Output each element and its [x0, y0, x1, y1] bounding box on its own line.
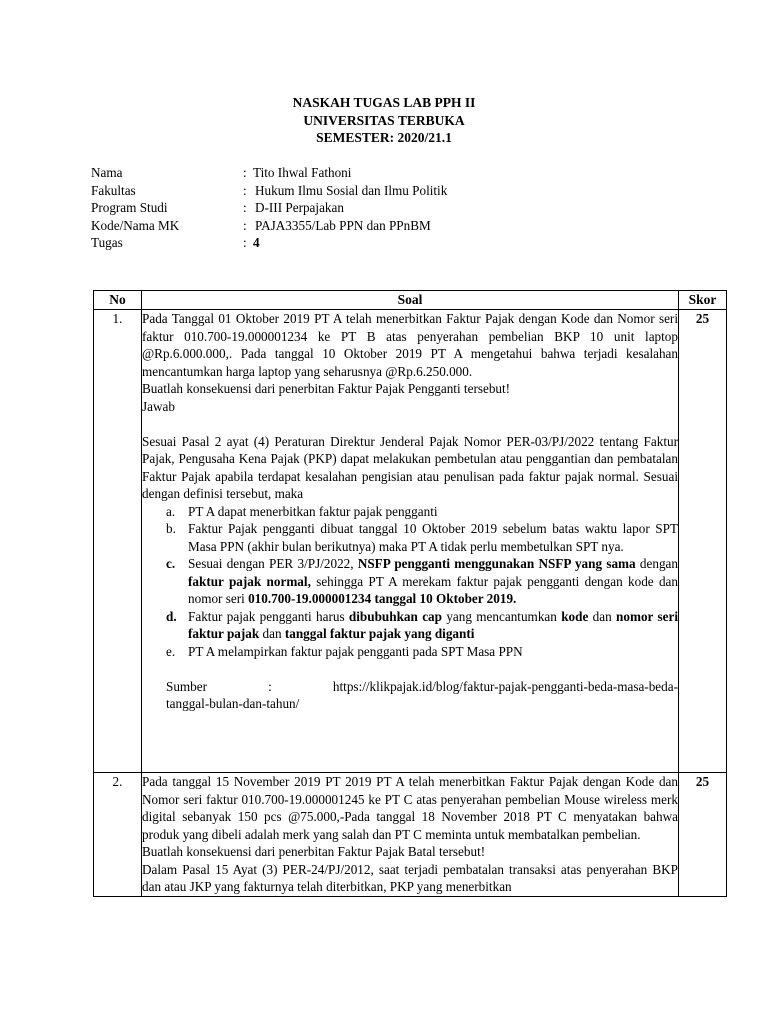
score-value: 25: [679, 310, 727, 773]
question-number: 2.: [94, 773, 142, 897]
list-marker: d.: [166, 608, 177, 624]
source-url: https://klikpajak.id/blog/faktur-pajak-pengganti-beda-masa-beda-: [332, 678, 678, 694]
header-title: NASKAH TUGAS LAB PPH II: [292, 95, 476, 110]
list-item-text: PT A melampirkan faktur pajak pengganti pada SPT Masa PPN: [188, 643, 523, 659]
bold-text: faktur pajak normal,: [188, 573, 311, 589]
list-item: [166, 555, 679, 608]
assignment-table: [93, 290, 727, 897]
header-university: UNIVERSITAS TERBUKA: [303, 112, 465, 128]
header-semester: SEMESTER: 2020/21.1: [316, 130, 452, 145]
answer-explanation: Sesuai Pasal 2 ayat (4) Peraturan Direktur Jenderal Pajak Nomor PER-03/PJ/2022 tentang Faktur Pajak, Pengusaha Kena Pajak (PKP) dapat melakukan pembetulan atau penggantian dan pembatalan Faktur Pajak apabila terdapat kesalahan pengisian atau penulisan pada faktur pajak normal. Sesuai dengan definisi tersebut, maka: [142, 433, 678, 501]
table-row: [94, 310, 727, 773]
info-row-tugas: [91, 234, 691, 252]
answer-list: [142, 503, 678, 661]
list-marker: c.: [166, 556, 176, 571]
score-value: 25: [679, 773, 727, 897]
info-label: Kode/Nama MK: [91, 217, 180, 233]
info-value: PAJA3355/Lab PPN dan PPnBM: [255, 217, 431, 233]
text-run: sehingga PT A merekam faktur pajak pengganti dengan kode dan nomor seri: [188, 573, 679, 606]
text-run: yang mencantumkan: [441, 608, 562, 624]
info-separator: :: [243, 217, 247, 233]
answer-text: Dalam Pasal 15 Ayat (3) PER-24/PJ/2012, saat terjadi pembatalan transaksi atas penyerahan BKP dan atau JKP yang fakturnya telah diterbitkan, PKP yang menerbitkan: [142, 861, 678, 894]
list-item-text: [188, 609, 678, 642]
column-header-soal: Soal: [142, 291, 679, 310]
bold-text: kode: [561, 608, 589, 624]
document-header: [0, 94, 768, 147]
table-header-row: [94, 291, 727, 310]
info-value: Hukum Ilmu Sosial dan Ilmu Politik: [255, 182, 448, 198]
question-number: 1.: [94, 310, 142, 773]
source-separator: :: [268, 678, 272, 694]
info-separator: :: [243, 182, 247, 198]
text-run: dan: [259, 626, 285, 641]
question-instruction: Buatlah konsekuensi dari penerbitan Faktur Pajak Pengganti tersebut!: [142, 381, 511, 396]
question-text: Pada Tanggal 01 Oktober 2019 PT A telah menerbitkan Faktur Pajak dengan Kode dan Nomor seri faktur 010.700-19.000001234 ke PT B atas penyerahan pembelian BKP 10 unit laptop @Rp.6.000.000,. Pada tanggal 10 Oktober 2019 PT A mengetahui bahwa terjadi kesalahan mencantumkan harga laptop yang seharusnya @Rp.6.250.000.: [142, 311, 678, 379]
info-row-fakultas: [91, 182, 691, 200]
info-separator: :: [243, 235, 247, 250]
list-item: [166, 520, 678, 555]
text-run: dan: [588, 608, 617, 624]
bold-text: tanggal faktur pajak yang diganti: [284, 626, 475, 641]
question-text: Pada tanggal 15 November 2019 PT 2019 PT A telah menerbitkan Faktur Pajak dengan Kode dan Nomor seri faktur 010.700-19.000001245 ke PT C atas penyerahan pembelian Mouse wireless merk digital sebanyak 150 pcs @75.000,-Pada tanggal 18 November 2018 PT C menyatakan bahwa produk yang dibeli adalah merk yang salah dan PT C meminta untuk membatalkan pembelian.: [142, 774, 678, 842]
question-cell: [142, 773, 679, 897]
bold-text: nomor seri faktur pajak: [188, 608, 679, 641]
info-label: Tugas: [91, 235, 123, 250]
info-separator: :: [243, 165, 247, 180]
info-row-kode-mk: [91, 217, 691, 235]
info-label: Nama: [91, 165, 123, 180]
list-item: [166, 608, 679, 643]
text-run: Faktur pajak pengganti harus: [188, 608, 349, 624]
list-item-text: [188, 556, 678, 606]
info-row-program-studi: [91, 199, 691, 217]
column-header-no: No: [94, 291, 142, 310]
column-header-skor: Skor: [679, 291, 727, 310]
info-separator: :: [243, 200, 247, 215]
info-value: 4: [253, 235, 260, 250]
text-run: dengan: [635, 556, 678, 571]
answer-label: Jawab: [142, 398, 175, 414]
bold-text: 010.700-19.000001234 tanggal 10 Oktober 2019.: [248, 591, 517, 606]
list-marker: b.: [166, 521, 176, 536]
list-item-text: Faktur Pajak pengganti dibuat tanggal 10 Oktober 2019 sebelum batas waktu lapor SPT Masa PPN (akhir bulan berikutnya) maka PT A tidak perlu membetulkan SPT nya.: [188, 521, 678, 554]
list-marker: e.: [166, 643, 176, 659]
list-item: [166, 643, 678, 661]
table-row: [94, 773, 727, 897]
text-run: Sesuai dengan PER 3/PJ/2022,: [188, 556, 358, 571]
bold-text: dibubuhkan cap: [348, 608, 442, 624]
info-label: Program Studi: [91, 200, 168, 215]
list-item: [166, 503, 678, 521]
source-label: Sumber: [166, 678, 208, 694]
list-marker: a.: [166, 503, 176, 519]
info-value: Tito Ihwal Fathoni: [253, 165, 352, 180]
bold-text: NSFP pengganti menggunakan NSFP yang sama: [357, 556, 636, 571]
info-label: Fakultas: [91, 182, 136, 198]
question-cell: [142, 310, 679, 773]
question-instruction: Buatlah konsekuensi dari penerbitan Faktur Pajak Batal tersebut!: [142, 844, 486, 859]
source-reference: [142, 678, 678, 713]
info-value: D-III Perpajakan: [255, 200, 344, 215]
info-row-nama: [91, 164, 691, 182]
list-item-text: PT A dapat menerbitkan faktur pajak pengganti: [188, 503, 438, 519]
student-info: [91, 164, 691, 252]
source-url-continued: tanggal-bulan-dan-tahun/: [166, 696, 300, 711]
